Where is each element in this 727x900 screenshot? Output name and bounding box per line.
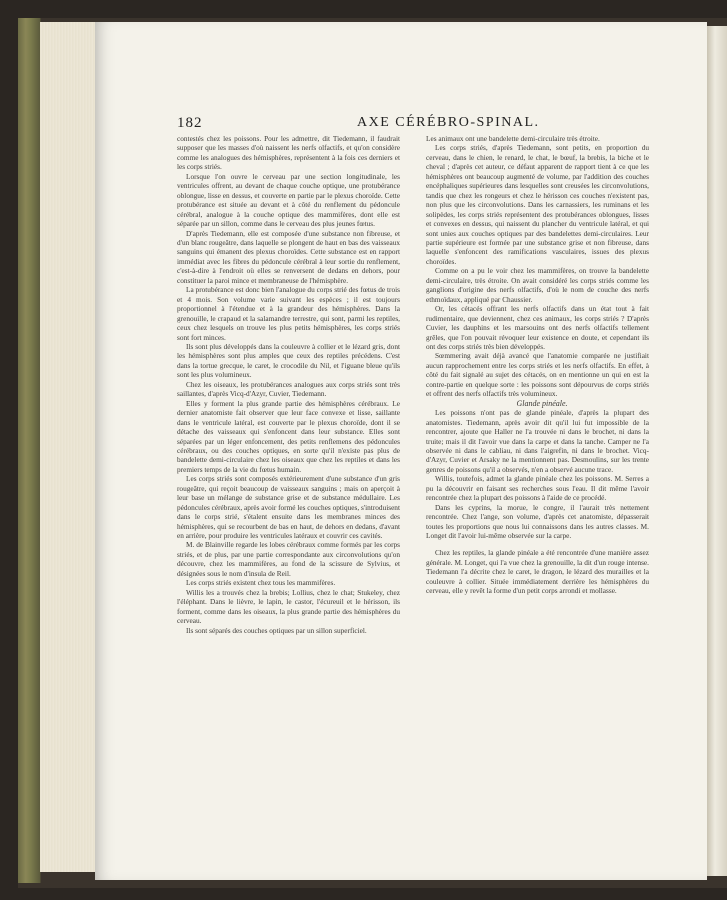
book-cover-edge [18,18,41,883]
paragraph: M. de Blainville regarde les lobes cérébraux comme formés par les corps striés, et de plus, par une partie correspondante aux circonvolutions qu'on découvre, chez les mammifères, au fond de la scissure de Sylvius, et désignées sous le nom d'insula de Reil. [177,540,400,578]
paragraph-gap [426,540,649,548]
paragraph: Elles y forment la plus grande partie des hémisphères cérébraux. Le dernier anatomiste fait observer que leur face convexe et lisse, saillante dans le ventricule latéral, est couverte par le plexus choroïde, dont il se détache des vaisseaux qui s'enfoncent dans leur substance. Elles sont séparées par un léger enfoncement, des petits renflemens des pédoncules cérébraux, ou des couches optiques, en sorte qu'il n'existe pas plus de bandelette demi-circulaire chez les oiseaux que chez les reptiles et dans les premiers temps de la vie du fœtus humain. [177,398,400,474]
right-column-bottom [426,408,649,596]
paragraph: Les animaux ont une bandelette demi-circulaire très étroite. [426,134,600,143]
facing-page-edge [707,26,727,876]
paragraph: Ils sont séparés des couches optiques par un sillon superficiel. [186,625,367,635]
paragraph: Les poissons n'ont pas de glande pinéale, d'après la plupart des anatomistes. Tiedemann, après avoir dit qu'il lui fut impossible de la rencontrer, ajoute que Haller ne l'a trouvée ni dans le brochet, ni dans la truite; mais il dit l'avoir vue dans la carpe et dans la tanche. Camper ne l'a observée ni dans le cabliau, ni dans l'aigrefin, ni dans le brochet. Vicq-d'Azyr, Cuvier et Arsaky ne la mentionnent pas. Desmoulins, sur les trente genres de poissons qu'il a observés, n'en a observé aucune trace. [426,408,649,474]
paragraph: Dans les cyprins, la morue, le congre, il l'aurait très nettement rencontrée. Chez l'ange, son volume, d'après cet anatomiste, dépasserait toutes les proportions que nous lui connaissons dans les autres classes. M. Longet dit l'avoir lui-même observée sur la carpe. [426,502,649,541]
paragraph: contestés chez les poissons. Pour les admettre, dit Tiedemann, il faudrait supposer que les masses d'où naissent les nerfs olfactifs, et qu'on considère comme les analogues des hémisphères, représentent à la fois ces derniers et les corps striés. [177,134,400,172]
paragraph: Comme on a pu le voir chez les mammifères, on trouve la bandelette demi-circulaire, très étroite. On avait considéré les corps striés comme les ganglions d'origine des nerfs olfactifs, d'où le nom de couche des nerfs ethmoïdaux, appliqué par Chaussier. [426,266,649,304]
paragraph: Ils sont plus développés dans la couleuvre à collier et le lézard gris, dont les hémisphères sont plus amples que ceux des reptiles précédens. C'est dans la tortue grecque, le caret, le crocodile du Nil, et l'iguane bleue qu'ils sont les plus volumineux. [177,341,400,380]
paragraph: Les corps striés, d'après Tiedemann, sont petits, en proportion du cerveau, dans le chien, le renard, le chat, le bœuf, la brebis, la biche et le cheval ; d'après cet auteur, ce défaut apparent de rapport tient à ce que les hémisphères ont beaucoup augmenté de volume, par l'addition des couches encéphaliques supérieures dans lesquelles sont creusées les circonvolutions, tandis que chez les rongeurs et chez le hérisson ces couches n'existent pas, non plus que les circonvolutions. Dans les carnassiers, les ruminans et les solipèdes, les corps striés représentent des protubérances oblongues, lisses et convexes en dessus, qui naissent du plancher du ventricule latéral, et qui sont unies aux couches optiques par des bandelettes demi-circulaires. Leur partie supérieure est formée par une substance grise et non fibreuse, dans laquelle s'enfoncent des ramifications vasculaires, issues des plexus choroïdes. [426,143,649,266]
right-column-top [426,134,649,399]
section-title: Glande pinéale. [516,398,568,408]
paragraph: La protubérance est donc bien l'analogue du corps strié des fœtus de trois et 4 mois. Son volume varie suivant les espèces ; il est toujours proportionnel à l'étendue et à la grandeur des hémisphères. Dans la grenouille, le crapaud et la salamandre terrestre, qui sont, parmi les reptiles, ceux chez lesquels on trouve les plus petits hémisphères, les corps striés sont fort minces. [177,285,400,342]
paragraph: Lorsque l'on ouvre le cerveau par une section longitudinale, les ventricules offrent, au devant de chaque couche optique, une protubérance oblongue, lisse en dessus, et couverte en partie par le plexus choroïde. Cette protubérance est située au devant et à côté du renflement du pédoncule cérébral, analogue à la couche optique des mammifères, dont elle est séparée par un sillon, comme dans le cerveau des plus jeunes fœtus. [177,171,400,229]
paragraph: Or, les cétacés offrant les nerfs olfactifs dans un état tout à fait rudimentaire, que deviennent, chez ces animaux, les corps striés ? D'après Cuvier, les dauphins et les marsouins ont des nerfs olfactifs tellement grêles, que l'on pouvait révoquer leur existence en doute, et cependant ils ont des corps striés très bien développés. [426,304,649,351]
page-stack-edge [40,22,102,872]
paragraph: Sœmmering avait déjà avancé que l'anatomie comparée ne justifiait aucun rapprochement entre les corps striés et les nerfs olfactifs. En effet, à côté du fait signalé au sujet des cétacés, on en mentionne un qui en est la contre-partie en quelque sorte : les poissons sont dépourvus de corps striés et offrent des nerfs olfactifs très volumineux. [426,351,649,399]
paragraph: Willis, toutefois, admet la glande pinéale chez les poissons. M. Serres a pu la découvrir en faisant ses recherches sous l'eau. Il dit même l'avoir rencontrée chez la plupart des poissons à l'aide de ce procédé. [426,474,649,503]
paragraph: D'après Tiedemann, elle est composée d'une substance non fibreuse, et d'un blanc rougeâtre, dans laquelle se plongent de haut en bas des vaisseaux sanguins qui émanent des plexus choroïdes. Cette substance est en rapport immédiat avec les fibres du pédoncule cérébral à leur sortie du renflement, c'est-à-dire à l'endroit où elles se renversent de dedans en dehors, pour constituer la paroi mince et membraneuse de l'hémisphère. [177,228,400,285]
left-text-column [177,134,400,635]
running-head: AXE CÉRÉBRO-SPINAL. [357,115,540,130]
paragraph: Les corps striés sont composés extérieurement d'une substance d'un gris rougeâtre, qui reçoit beaucoup de vaisseaux sanguins ; mais on aperçoit à leur base un mélange de substance grise et de substance médullaire. Les pédoncules cérébraux, après avoir formé les couches optiques, s'introduisent dans le corps strié, s'étalent ensuite dans les membranes minces des hémisphères, qui se recourbent de bas en haut, de dehors en dedans, d'avant en arrière, pour produire les ventricules latéraux et couvrir ces cavités. [177,474,400,541]
paragraph: Chez les reptiles, la glande pinéale a été rencontrée d'une manière assez générale. M. Longet, qui l'a vue chez la grenouille, la dit d'un rouge intense. Tiedemann l'a décrite chez le caret, le dragon, le lézard des murailles et la couleuvre à collier. Située immédiatement derrière les hémisphères du cerveau, elle y revêt la forme d'un petit corps arrondi et mollasse. [426,548,649,596]
page-number: 182 [177,115,203,131]
paragraph: Les corps striés existent chez tous les mammifères. [186,578,336,588]
paragraph: Willis les a trouvés chez la brebis; Lollius, chez le chat; Stukeley, chez l'éléphant. Dans le lièvre, le lapin, le castor, l'écureuil et le hérisson, ils forment, comme dans les oiseaux, la plus grande partie des hémisphères du cerveau. [177,587,400,626]
right-text-column [426,134,649,596]
paragraph: Chez les oiseaux, les protubérances analogues aux corps striés sont très saillantes, d'après Vicq-d'Azyr, Cuvier, Tiedemann. [177,379,400,399]
